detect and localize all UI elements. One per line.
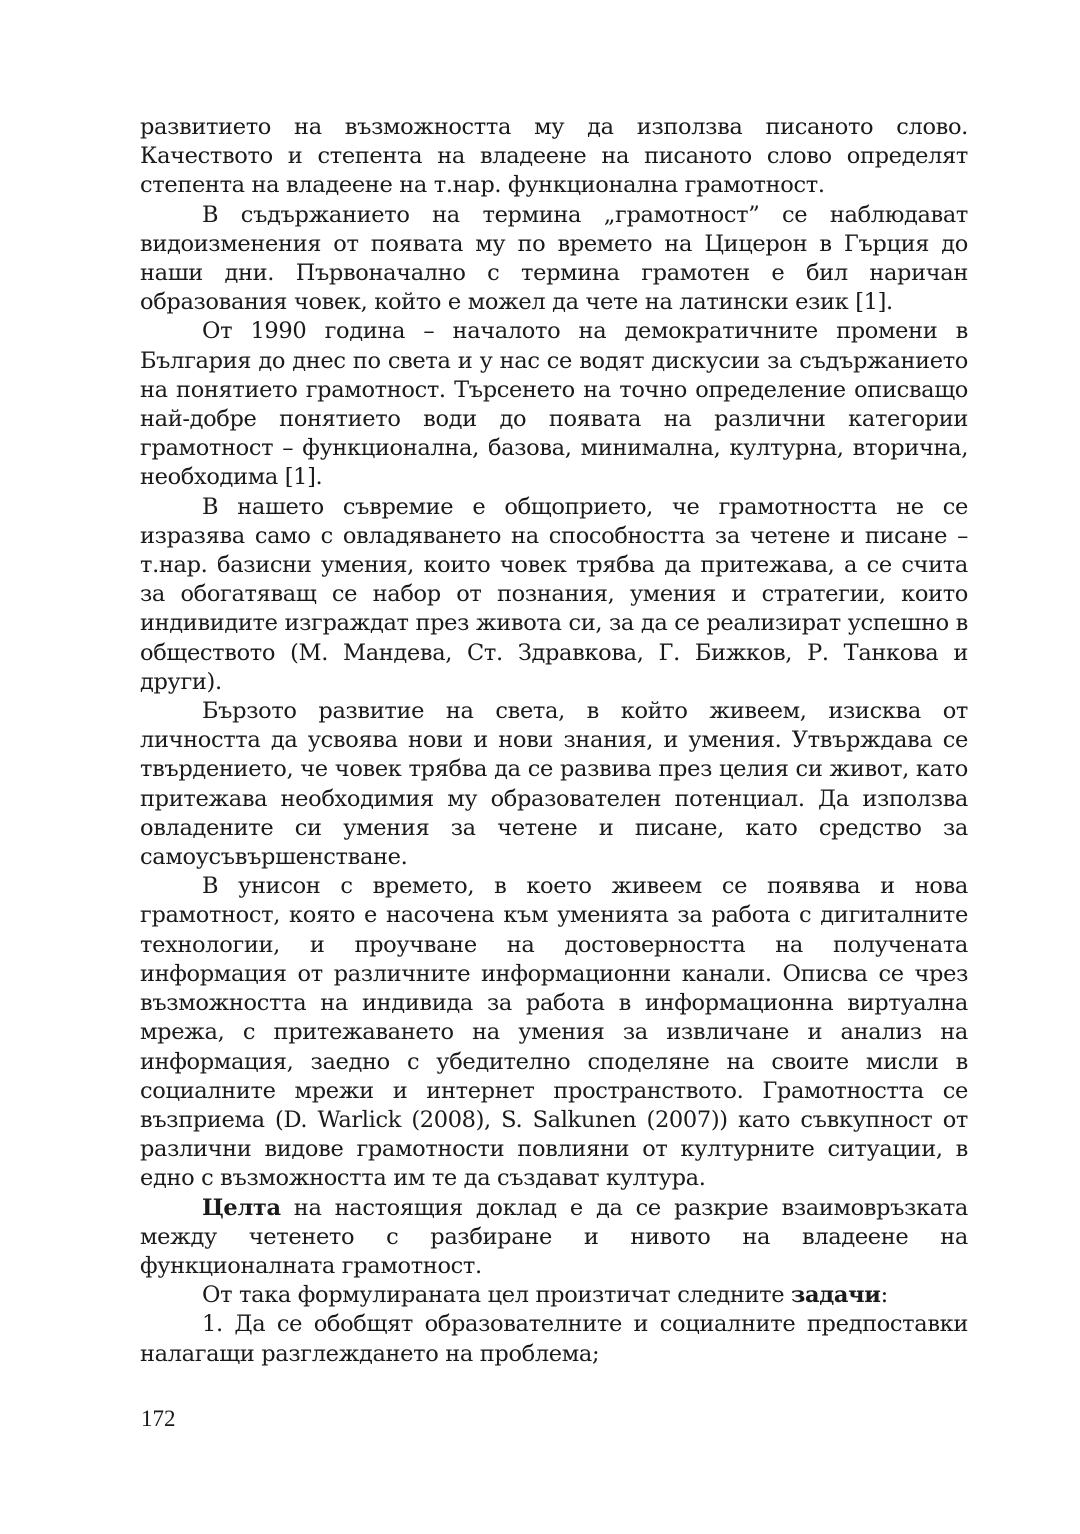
paragraph-tasks-intro [140,1281,968,1310]
paragraph-digital-literacy: В унисон с времето, в което живеем се появява и нова грамотност, която е насочена към уменията за работа с дигиталните технологии, и проучване на достоверността на получената информация от различните информационни канали. Описва се чрез възможността на индивида за работа в информационна виртуална мрежа, с притежаването на умения за извличане и анализ на информация, заедно с убедително споделяне на своите мисли в социалните мрежи и интернет пространството. Грамотността се възприема (D. Warlick (2008), S. Salkunen (2007)) като съвкупност от различни видове грамотности повлияни от културните ситуации, в едно с възможността им те да създават култура. [140,873,968,1192]
paragraph-goal [140,1194,968,1282]
text-block [140,113,968,1369]
tasks-intro-colon: : [880,1282,888,1309]
tasks-intro-text: От така формулираната цел произтичат следните [202,1282,792,1309]
paragraph-rapid-development: Бързото развитие на света, в който живеем, изисква от личността да усвоява нови и нови знания, и умения. Утвърждава се твърдението, че човек трябва да се развива през целия си живот, като притежава необходимия му образователен потенциал. Да използва овладените си умения за четене и писане, като средство за самоусъвършенстване. [140,698,968,871]
goal-text: на настоящия доклад е да се разкрие взаимовръзката между четенето с разбиране и нивото на владеене на функционалната грамотност. [140,1194,968,1279]
paragraph-modern-view: В нашето съвремие е общоприето, че грамотността не се изразява само с овладяването на способността за четене и писане – т.нар. базисни умения, които човек трябва да притежава, а се счита за обогатяващ се набор от познания, умения и стратегии, които индивидите изграждат през живота си, за да се реализират успешно в обществото (М. Мандева, Ст. Здравкова, Г. Бижков, Р. Танкова и други). [140,493,968,695]
paragraph-since-1990: От 1990 година – началото на демократичните промени в България до днес по света и у нас се водят дискусии за съдържанието на понятието грамотност. Търсенето на точно определение описващо най-добре понятието води до появата на различни категории грамотност – функционална, базова, минимална, културна, вторична, необходима [1]. [140,318,968,491]
page-body [140,113,968,1369]
tasks-bold-term: задачи [791,1282,881,1309]
paragraph-term-history: В съдържанието на термина „грамотност” се наблюдават видоизменения от появата му по времето на Цицерон в Гърция до наши дни. Първоначално с термина грамотен е бил наричан образования човек, който е можел да чете на латински език [1]. [140,201,968,316]
goal-bold-term: Целта [202,1194,281,1221]
paragraph-task-1: 1. Да се обобщят образователните и социалните предпоставки налагащи разглеждането на проблема; [140,1311,968,1367]
page-number: 172 [141,1406,176,1431]
paragraph-continuation: развитието на възможността му да използва писаното слово. Качеството и степента на владеене на писаното слово определят степента на владеене на т.нар. функционална грамотност. [140,114,968,199]
